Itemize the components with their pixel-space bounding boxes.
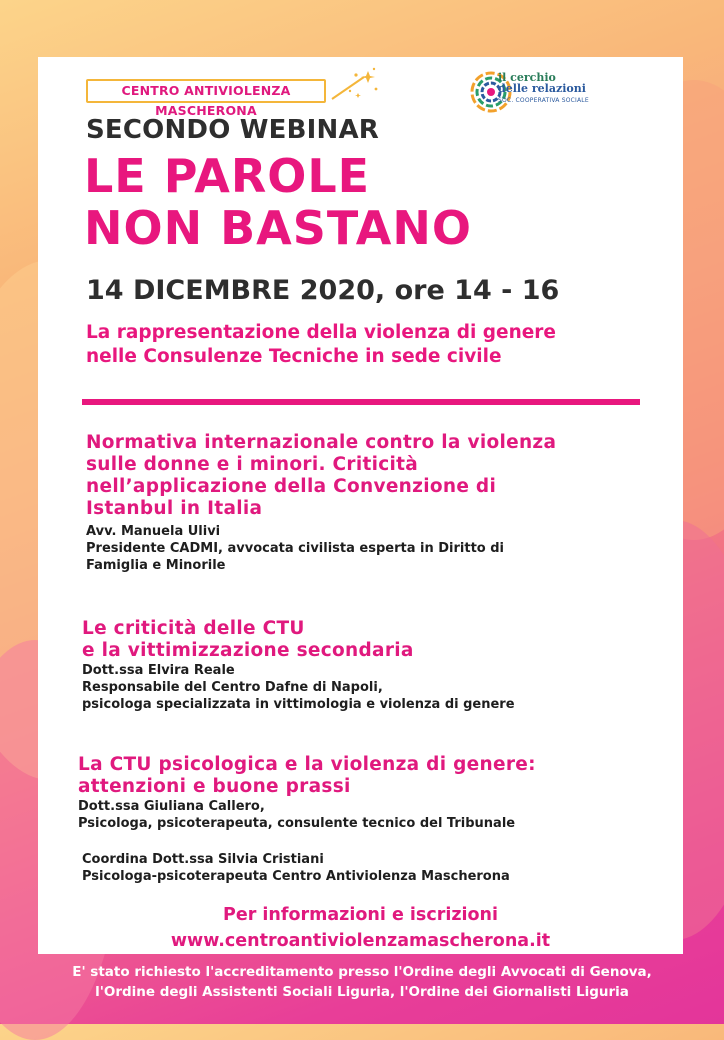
talk-title-line: sulle donne e i minori. Criticità: [86, 454, 419, 475]
speaker-line: Dott.ssa Elvira Reale: [82, 663, 235, 678]
talk-speaker: [86, 523, 656, 574]
event-kicker: SECONDO WEBINAR: [86, 115, 379, 145]
talk-speaker: [82, 662, 652, 713]
accreditation-line: E' stato richiesto l'accreditamento presso l'Ordine degli Avvocati di Genova,: [72, 964, 652, 980]
info-heading: Per informazioni e iscrizioni: [223, 905, 498, 925]
talk-title-line: attenzioni e buone prassi: [78, 776, 351, 797]
logo-text: delle relazioni: [498, 82, 586, 95]
speaker-line: Avv. Manuela Ulivi: [86, 524, 221, 539]
talk-title: [82, 618, 652, 662]
talk-title-line: e la vittimizzazione secondaria: [82, 640, 414, 661]
coordinator-line: Psicologa-psicoterapeuta Centro Antiviolenza Mascherona: [82, 869, 510, 884]
logo-subtext: SOC. COOPERATIVA SOCIALE: [498, 97, 589, 104]
divider: [82, 399, 640, 405]
talk-title: [78, 754, 648, 798]
accreditation-note: [0, 962, 724, 1002]
talk-speaker: [78, 798, 648, 832]
website-link[interactable]: www.centroantiviolenzamascherona.it: [170, 931, 551, 951]
talk-title-line: nell’applicazione della Convenzione di: [86, 476, 497, 497]
organizer-badge: CENTRO ANTIVIOLENZA MASCHERONA: [86, 79, 326, 103]
logo-text: il cerchio: [498, 71, 556, 84]
event-date: 14 DICEMBRE 2020, ore 14 - 16: [86, 275, 560, 306]
coordinator-line: Coordina Dott.ssa Silvia Cristiani: [82, 852, 324, 867]
speaker-line: Psicologa, psicoterapeuta, consulente tecnico del Tribunale: [78, 816, 516, 831]
coordinator: [82, 851, 652, 885]
talk-title-line: Normativa internazionale contro la violenza: [86, 432, 557, 453]
talk-title: [86, 432, 656, 520]
speaker-line: Dott.ssa Giuliana Callero,: [78, 799, 265, 814]
talk-title-line: Le criticità delle CTU: [82, 618, 305, 639]
speaker-line: Famiglia e Minorile: [86, 558, 226, 573]
event-title: NON BASTANO: [84, 201, 472, 255]
flyer-card: [38, 57, 683, 954]
talk-title-line: La CTU psicologica e la violenza di genere:: [78, 754, 536, 775]
subtitle-line: La rappresentazione della violenza di genere: [86, 322, 556, 343]
speaker-line: Responsabile del Centro Dafne di Napoli,: [82, 680, 383, 695]
sparkle-icon: [330, 65, 380, 105]
accreditation-line: l'Ordine degli Assistenti Sociali Liguria, l'Ordine dei Giornalisti Liguria: [95, 984, 629, 1000]
event-title: LE PAROLE: [84, 149, 371, 203]
subtitle-line: nelle Consulenze Tecniche in sede civile: [86, 346, 502, 367]
event-subtitle: [86, 321, 656, 369]
speaker-line: Presidente CADMI, avvocata civilista esperta in Diritto di: [86, 541, 505, 556]
speaker-line: psicologa specializzata in vittimologia e violenza di genere: [82, 697, 515, 712]
talk-title-line: Istanbul in Italia: [86, 498, 263, 519]
